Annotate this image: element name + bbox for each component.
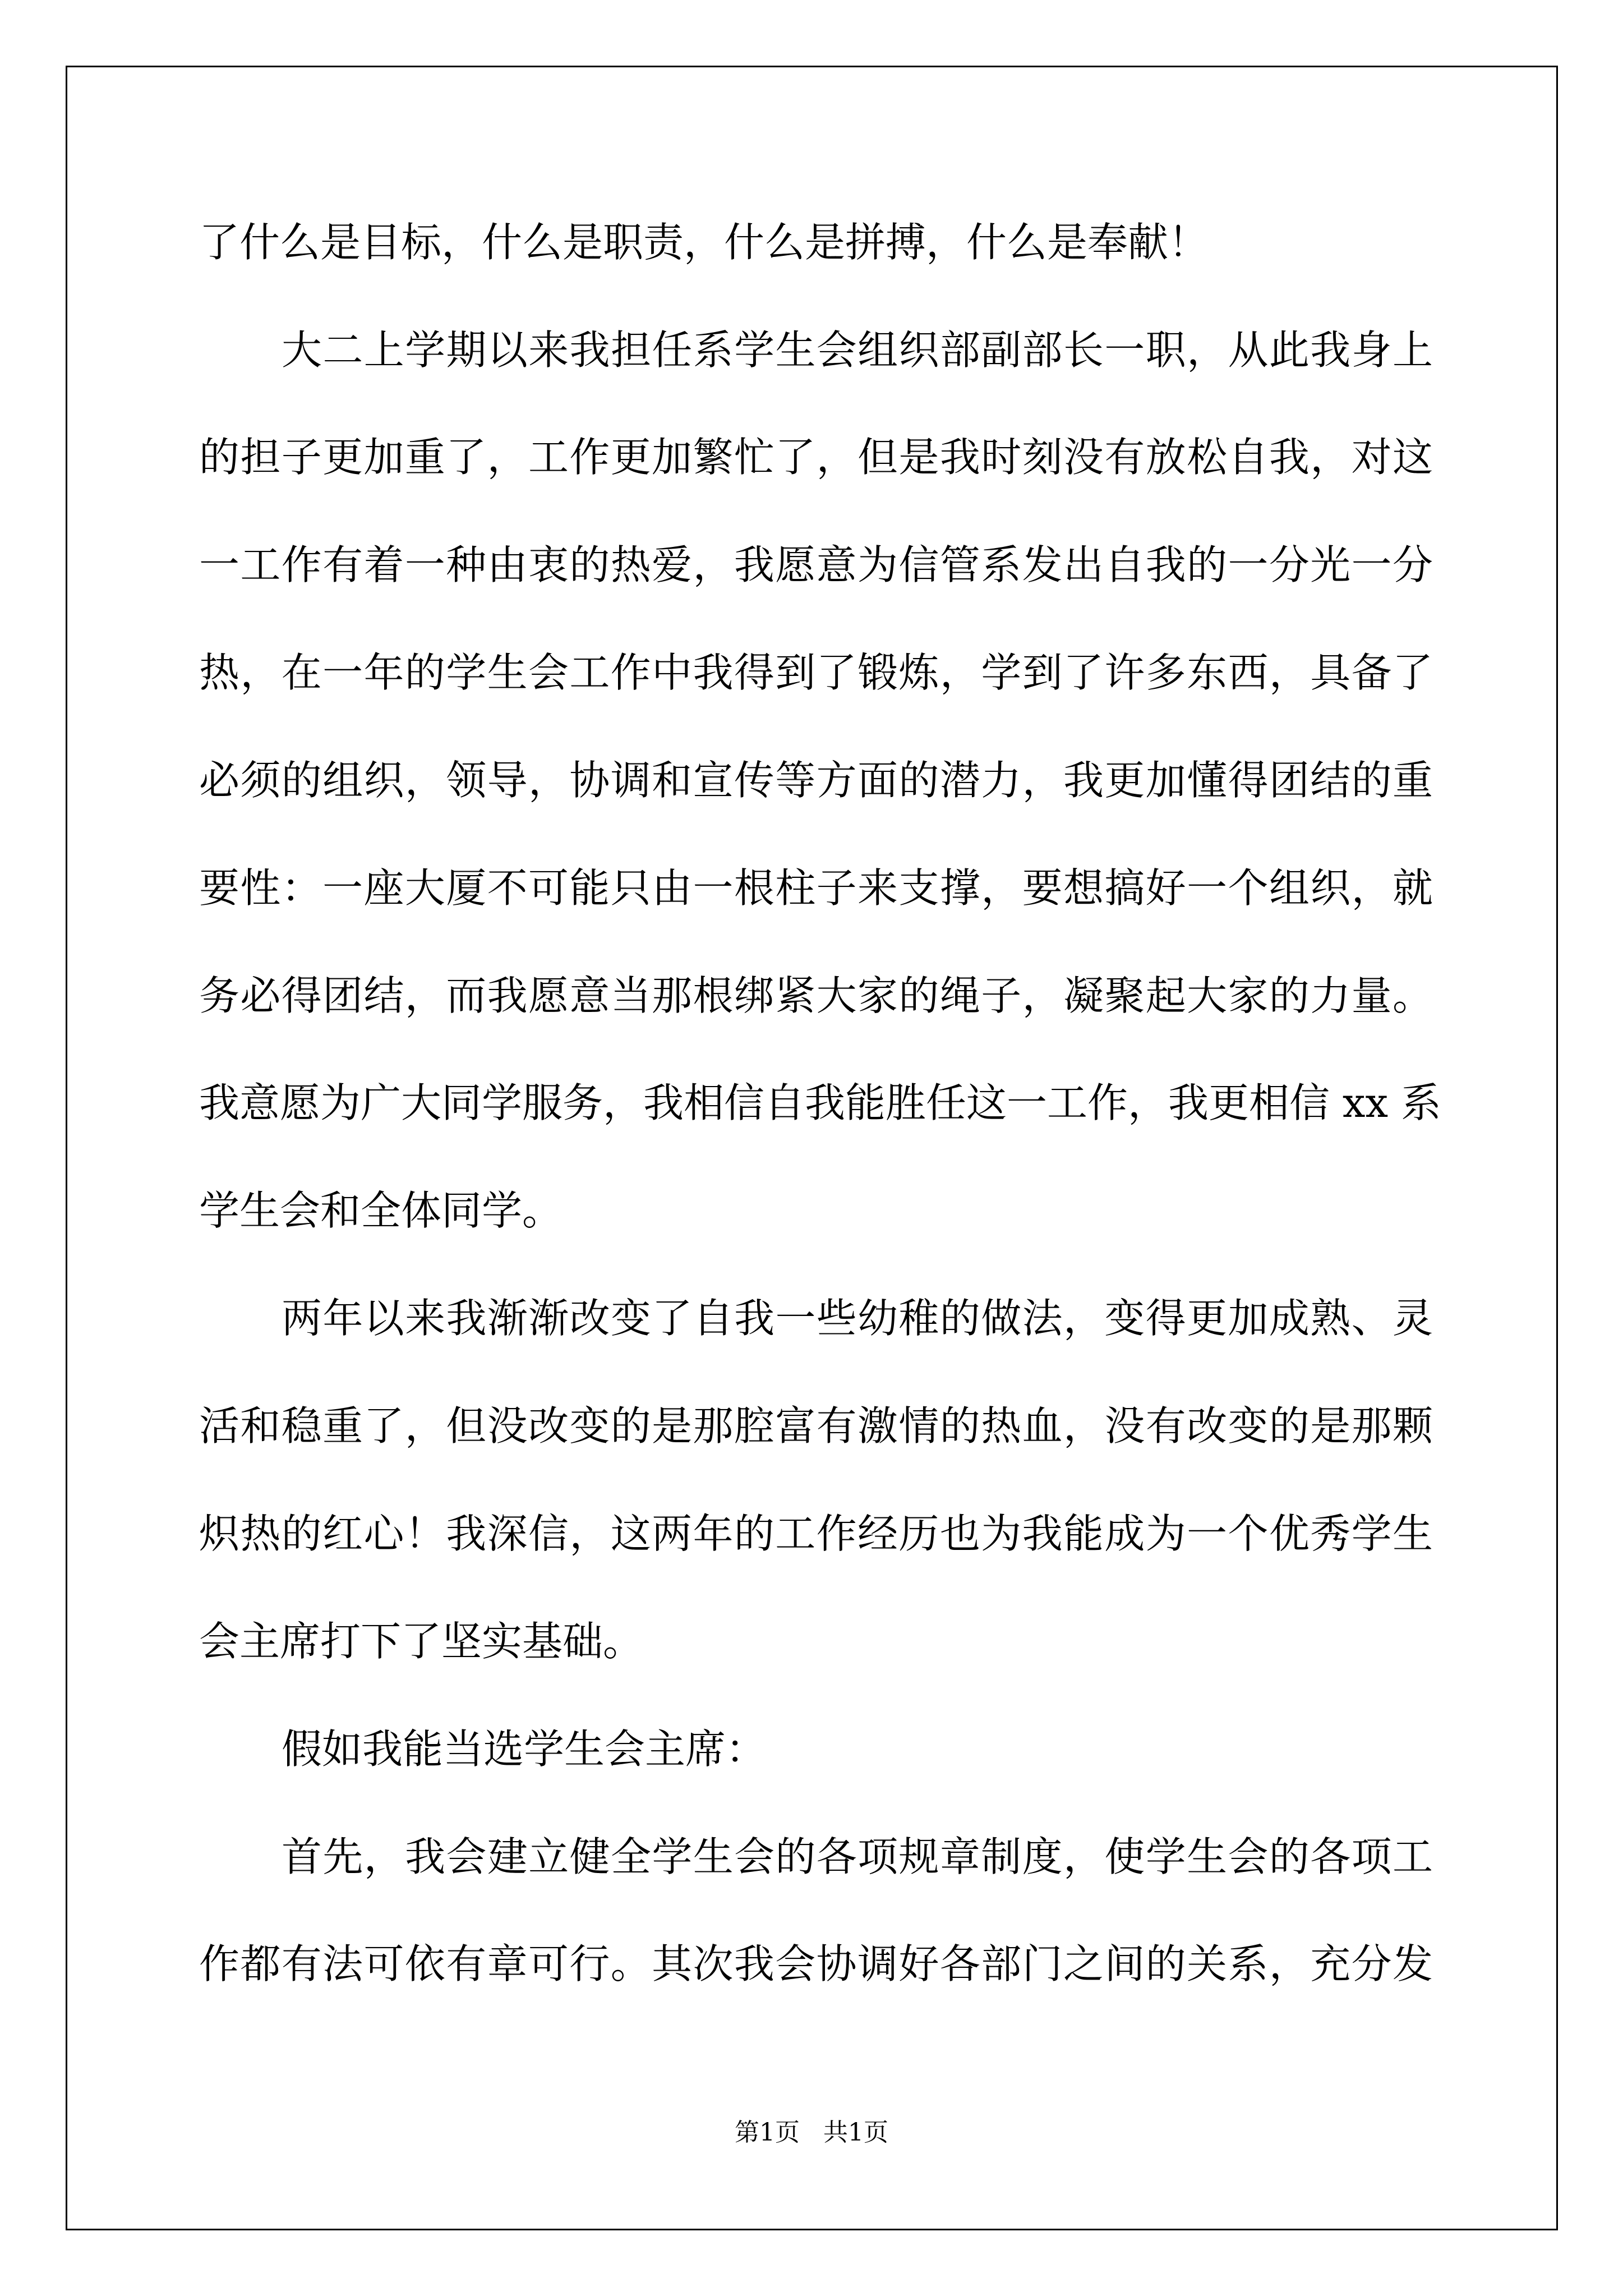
text-line: 一工作有着一种由衷的热爱，我愿意为信管系发出自我的一分光一分 [199, 541, 1433, 588]
text-line: 的担子更加重了，工作更加繁忙了，但是我时刻没有放松自我，对这 [199, 434, 1433, 481]
text-line: 学生会和全体同学。 [199, 1187, 563, 1234]
text-line: 必须的组织，领导，协调和宣传等方面的潜力，我更加懂得团结的重 [199, 757, 1433, 804]
text-line: 活和稳重了，但没改变的是那腔富有激情的热血，没有改变的是那颗 [199, 1402, 1433, 1450]
text-line: 作都有法可依有章可行。其次我会协调好各部门之间的关系，充分发 [199, 1940, 1433, 1987]
text-line: 假如我能当选学生会主席： [282, 1726, 767, 1773]
text-line: 首先，我会建立健全学生会的各项规章制度，使学生会的各项工 [282, 1833, 1433, 1880]
text-line: 要性：一座大厦不可能只由一根柱子来支撑，要想搞好一个组织，就 [199, 864, 1433, 912]
text-line: 务必得团结，而我愿意当那根绑紧大家的绳子，凝聚起大家的力量。 [199, 972, 1433, 1019]
text-line: 两年以来我渐渐改变了自我一些幼稚的做法，变得更加成熟、灵 [282, 1295, 1433, 1342]
page-border [66, 66, 1558, 2230]
text-line: 炽热的红心！我深信，这两年的工作经历也为我能成为一个优秀学生 [199, 1510, 1433, 1557]
text-line: 热，在一年的学生会工作中我得到了锻炼，学到了许多东西，具备了 [199, 649, 1433, 696]
text-line: 了什么是目标，什么是职责，什么是拼搏，什么是奉献！ [199, 219, 1209, 266]
text-line: 大二上学期以来我担任系学生会组织部副部长一职，从此我身上 [282, 326, 1433, 374]
page-number: 第1页 共1页 [735, 2118, 888, 2147]
text-line: 会主席打下了坚实基础。 [199, 1618, 644, 1665]
text-line: 我意愿为广大同学服务，我相信自我能胜任这一工作，我更相信 xx 系 [199, 1079, 1441, 1126]
